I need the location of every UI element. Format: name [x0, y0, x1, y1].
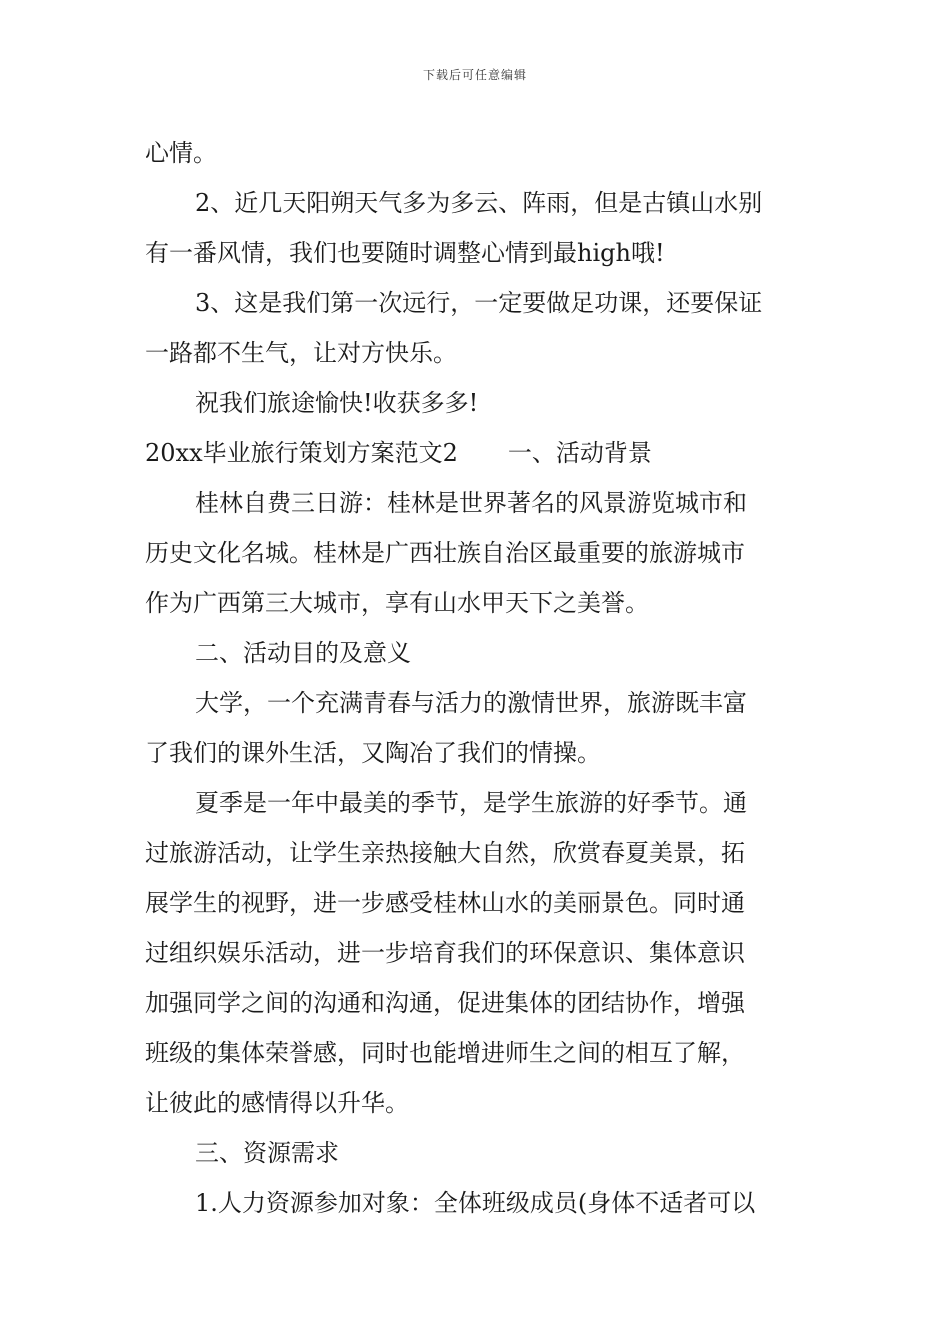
paragraph-line: 心情。: [145, 139, 217, 167]
section-title-line: [145, 428, 810, 478]
paragraph-line: 2、近几天阳朔天气多为多云、阵雨，但是古镇山水别: [195, 189, 763, 217]
paragraph-line: 历史文化名城。桂林是广西壮族自治区最重要的旅游城市: [145, 539, 745, 567]
paragraph-line: 作为广西第三大城市，享有山水甲天下之美誉。: [145, 589, 649, 617]
paragraph-line: 3、这是我们第一次远行，一定要做足功课，还要保证: [195, 289, 763, 317]
paragraph-line: 展学生的视野，进一步感受桂林山水的美丽景色。同时通: [145, 889, 745, 917]
paragraph-line: 祝我们旅途愉快!收获多多!: [195, 389, 479, 417]
paragraph-line: 让彼此的感情得以升华。: [145, 1089, 409, 1117]
article-title: 20xx毕业旅行策划方案范文2: [145, 439, 458, 467]
paragraph-line: 班级的集体荣誉感，同时也能增进师生之间的相互了解，: [145, 1039, 745, 1067]
section-heading: 二、活动目的及意义: [195, 639, 411, 667]
paragraph-line: 一路都不生气，让对方快乐。: [145, 339, 457, 367]
paragraph-line: 了我们的课外生活，又陶冶了我们的情操。: [145, 739, 601, 767]
paragraph-line: 大学，一个充满青春与活力的激情世界，旅游既丰富: [195, 689, 747, 717]
paragraph-line: 有一番风情，我们也要随时调整心情到最high哦!: [145, 239, 665, 267]
paragraph-line: 过组织娱乐活动，进一步培育我们的环保意识、集体意识: [145, 939, 745, 967]
page-header-note: 下载后可任意编辑: [422, 68, 527, 82]
paragraph-line: 加强同学之间的沟通和沟通，促进集体的团结协作，增强: [145, 989, 745, 1017]
section-heading: 一、活动背景: [507, 439, 652, 467]
paragraph-line: 夏季是一年中最美的季节，是学生旅游的好季节。通: [195, 789, 747, 817]
paragraph-line: 桂林自费三日游：桂林是世界著名的风景游览城市和: [195, 489, 747, 517]
paragraph-line: 1.人力资源参加对象：全体班级成员(身体不适者可以: [195, 1189, 756, 1217]
section-heading: 三、资源需求: [195, 1139, 339, 1167]
document-body: [145, 128, 810, 1228]
paragraph-line: 过旅游活动，让学生亲热接触大自然，欣赏春夏美景，拓: [145, 839, 745, 867]
